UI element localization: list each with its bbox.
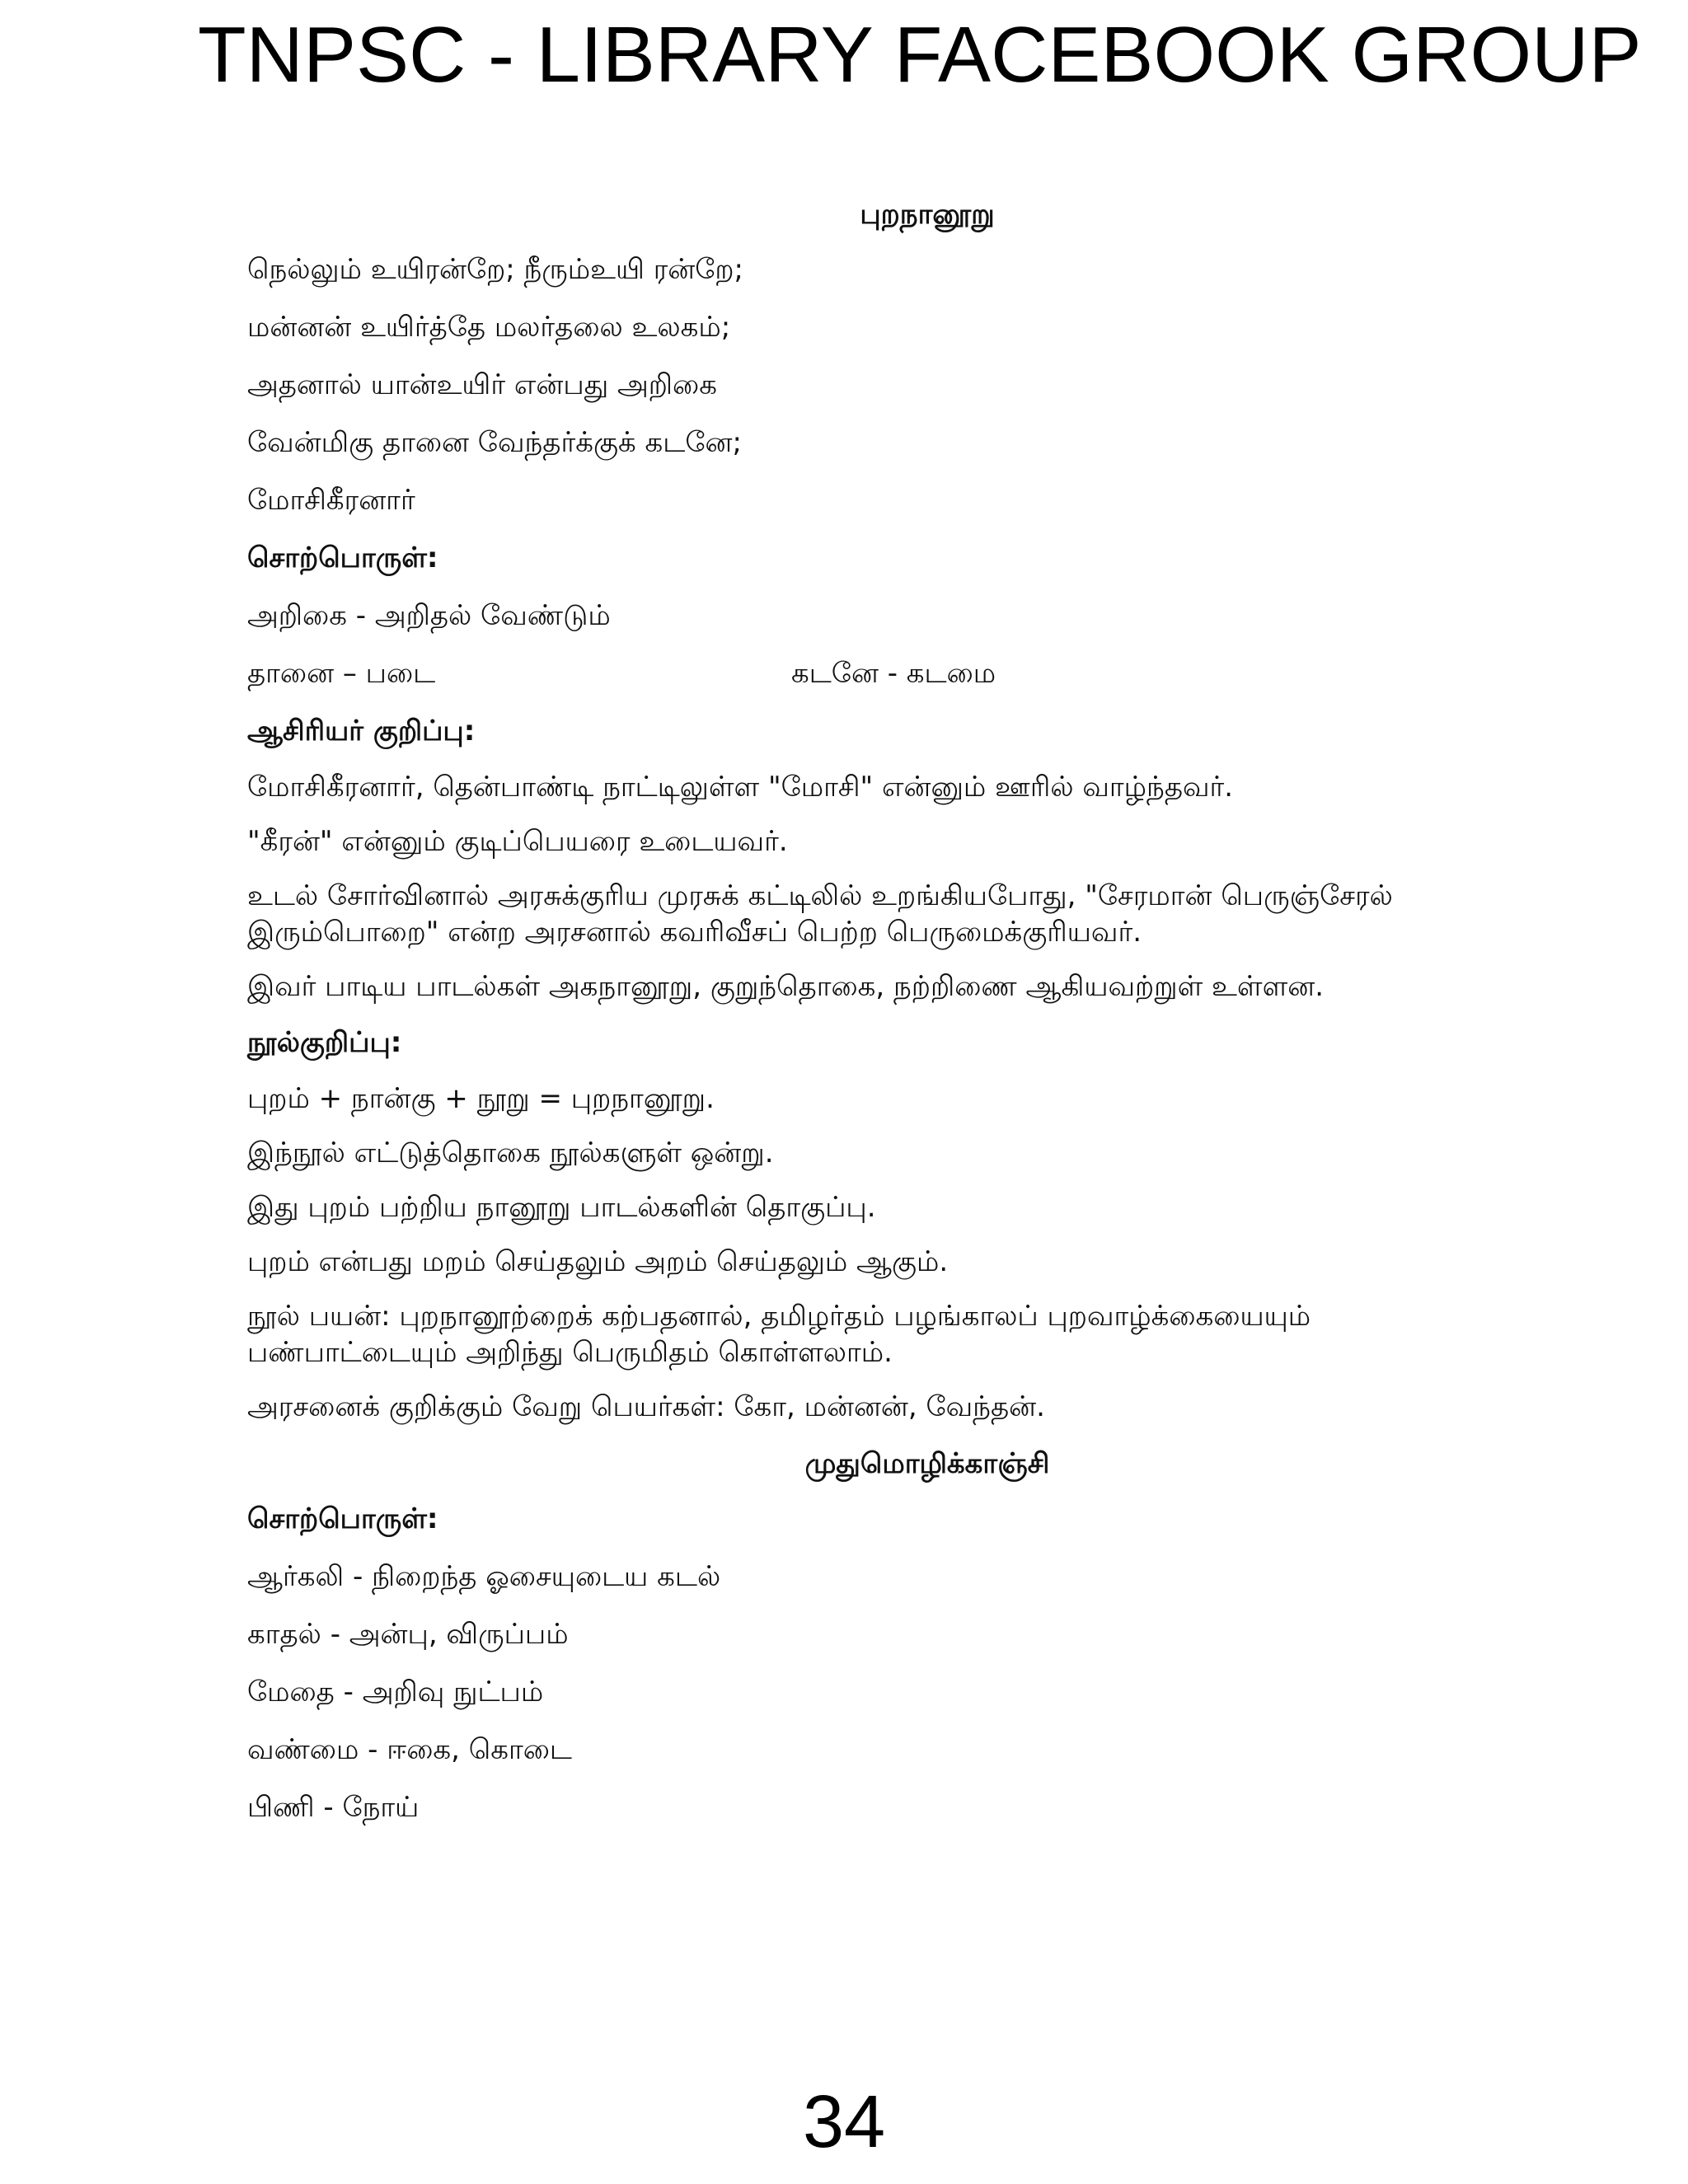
glossary-item: பிணி - நோய் <box>247 1791 420 1824</box>
book-note: நூல் பயன்: புறநானூற்றைக் கற்பதனால், தமிழர்தம் பழங்காலப் புறவாழ்க்கையையும் பண்பாட்டையும் அறிந்து பெருமிதம் கொள்ளலாம். <box>247 1300 1311 1369</box>
author-note: மோசிகீரனார், தென்பாண்டி நாட்டிலுள்ள "மோசி" என்னும் ஊரில் வாழ்ந்தவர். <box>247 771 1234 804</box>
section-title-purananuru: புறநானூறு <box>860 198 995 231</box>
author-note: இவர் பாடிய பாடல்கள் அகநானூறு, குறுந்தொகை, நற்றிணை ஆகியவற்றுள் உள்ளன. <box>247 970 1325 1003</box>
glossary-item: தானை – படை <box>247 657 436 690</box>
book-note: இந்நூல் எட்டுத்தொகை நூல்களுள் ஒன்று. <box>247 1137 774 1169</box>
poem-line: அதனால் யான்உயிர் என்பது அறிகை <box>247 368 717 401</box>
glossary-heading: சொற்பொருள்: <box>247 1502 438 1535</box>
glossary-item: அறிகை - அறிதல் வேண்டும் <box>247 599 611 632</box>
author-note: உடல் சோர்வினால் அரசுக்குரிய முரசுக் கட்டிலில் உறங்கியபோது, "சேரமான் பெருஞ்சேரல் இரும்பொறை" என்ற அரசனால் கவரிவீசப் பெற்ற பெருமைக்குரியவர். <box>247 879 1393 949</box>
glossary-item: மேதை - அறிவு நுட்பம் <box>247 1675 544 1708</box>
poem-line: நெல்லும் உயிரன்றே; நீரும்உயி ரன்றே; <box>247 253 743 286</box>
book-note: புறம் என்பது மறம் செய்தலும் அறம் செய்தலும் ஆகும். <box>247 1245 949 1278</box>
page-header-title: TNPSC - LIBRARY FACEBOOK GROUP <box>198 11 1642 99</box>
book-note: இது புறம் பற்றிய நானூறு பாடல்களின் தொகுப்பு. <box>247 1191 876 1224</box>
book-notes-heading: நூல்குறிப்பு: <box>247 1026 402 1059</box>
glossary-heading: சொற்பொருள்: <box>247 541 438 574</box>
glossary-item: கடனே - கடமை <box>791 657 996 690</box>
poem-line: வேன்மிகு தானை வேந்தர்க்குக் கடனே; <box>247 426 742 459</box>
book-note: புறம் + நான்கு + நூறு = புறநானூறு. <box>247 1082 715 1115</box>
glossary-pair <box>247 654 1442 693</box>
page-number: 34 <box>802 2081 886 2163</box>
glossary-item: ஆர்கலி - நிறைந்த ஓசையுடைய கடல் <box>247 1560 721 1593</box>
book-note: அரசனைக் குறிக்கும் வேறு பெயர்கள்: கோ, மன்னன், வேந்தன். <box>247 1390 1045 1423</box>
document-body <box>247 194 1442 1845</box>
author-note: "கீரன்" என்னும் குடிப்பெயரை உடையவர். <box>247 825 788 858</box>
poem-author: மோசிகீரனார் <box>247 484 415 517</box>
glossary-item: வண்மை - ஈகை, கொடை <box>247 1733 572 1766</box>
section-title-muthumozhikkanchi: முதுமொழிக்காஞ்சி <box>804 1447 1050 1480</box>
glossary-item: காதல் - அன்பு, விருப்பம் <box>247 1618 569 1651</box>
author-notes-heading: ஆசிரியர் குறிப்பு: <box>247 715 476 748</box>
poem-line: மன்னன் உயிர்த்தே மலர்தலை உலகம்; <box>247 311 731 344</box>
